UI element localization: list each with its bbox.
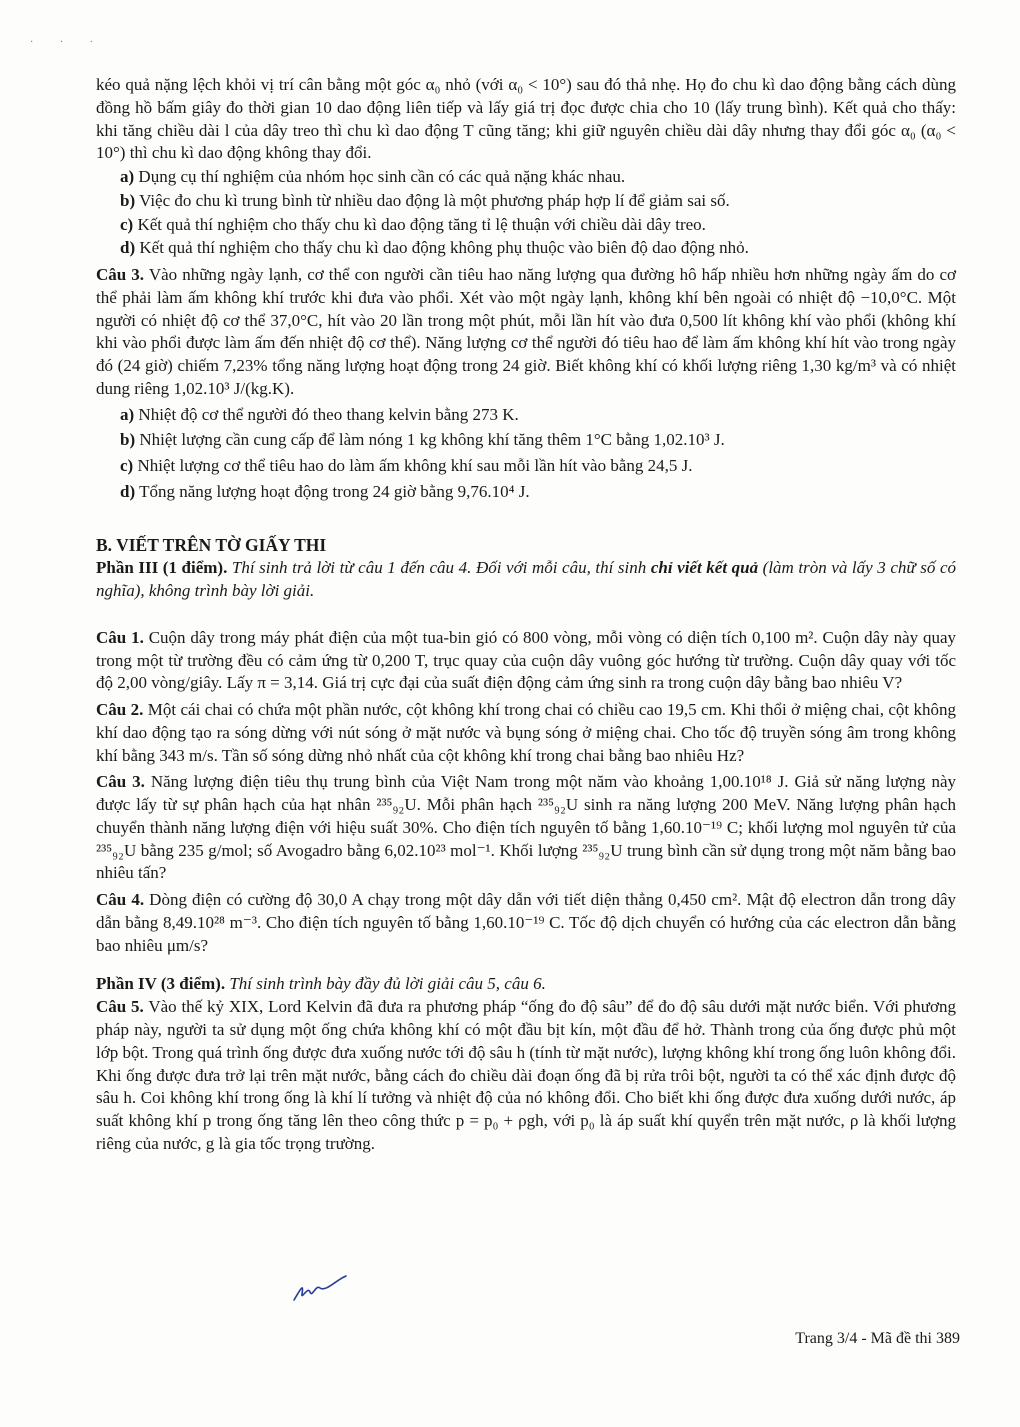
option-item: c) Kết quả thí nghiệm cho thấy chu kì dao động tăng tỉ lệ thuận với chiều dài dây treo.	[120, 214, 706, 234]
part-3-header: Phần III (1 điểm). Thí sinh trả lời từ câu 1 đến câu 4. Đối với mỗi câu, thí sinh chỉ viết kết quả (làm tròn và lấy 3 chữ số có nghĩa), không trình bày lời giải.	[96, 558, 956, 600]
page-content	[96, 74, 956, 1156]
continued-options	[96, 166, 956, 260]
option-item: c) Nhiệt lượng cơ thể tiêu hao do làm ấm không khí sau mỗi lần hít vào bằng 24,5 J.	[120, 456, 693, 476]
option-item: d) Kết quả thí nghiệm cho thấy chu kì dao động không phụ thuộc vào biên độ dao động nhỏ.	[120, 238, 749, 258]
option-item: d) Tổng năng lượng hoạt động trong 24 giờ bằng 9,76.10⁴ J.	[120, 482, 530, 502]
option-item: a) Dụng cụ thí nghiệm của nhóm học sinh cần có các quả nặng khác nhau.	[120, 167, 626, 187]
continued-intro: kéo quả nặng lệch khỏi vị trí cân bằng một góc α₀ nhỏ (với α₀ < 10°) sau đó thả nhẹ. Họ đo chu kì dao động bằng cách dùng đồng hồ bấm giây đo thời gian 10 dao động liên tiếp và lấy giá trị đọc được chia cho 10 (lấy trung bình). Kết quả cho thấy: khi tăng chiều dài l của dây treo thì chu kì dao động T cũng tăng; khi giữ nguyên chiều dài dây nhưng thay đổi góc α₀ (α₀ < 10°) thì chu kì dao động không thay đổi.	[96, 75, 956, 163]
scan-marks: · · ·	[30, 37, 105, 48]
option-item: b) Nhiệt lượng cần cung cấp để làm nóng 1 kg không khí tăng thêm 1°C bằng 1,02.10³ J.	[120, 430, 725, 450]
handwritten-signature-icon	[290, 1272, 350, 1306]
part3-question-3: Câu 3. Năng lượng điện tiêu thụ trung bình của Việt Nam trong một năm vào khoảng 1,00.10¹⁸ J. Giả sử năng lượng này được lấy từ sự phân hạch của hạt nhân ²³⁵₉₂U. Mỗi phân hạch ²³⁵₉₂U sinh ra năng lượng 200 MeV. Năng lượng phân hạch chuyển thành năng lượng điện với hiệu suất 30%. Cho điện tích nguyên tố bằng 1,60.10⁻¹⁹ C; khối lượng mol nguyên tử của ²³⁵₉₂U bằng 235 g/mol; số Avogadro bằng 6,02.10²³ mol⁻¹. Khối lượng ²³⁵₉₂U trung bình cần sử dụng trong một năm bằng bao nhiêu tấn?	[96, 772, 957, 883]
part4-question-5: Câu 5. Vào thế kỷ XIX, Lord Kelvin đã đưa ra phương pháp “ống đo độ sâu” để đo độ sâu dưới mặt nước biển. Với phương pháp này, người ta sử dụng một ống chứa không khí có một đầu bịt kín, một đầu để hở. Thành trong của ống được phủ một lớp bột. Trong quá trình ống được đưa xuống nước tới độ sâu h (tính từ mặt nước), lượng không khí trong ống luôn không đổi. Khi ống được đưa trở lại trên mặt nước, bằng cách đo chiều dài đoạn ống đã bị rửa trôi bột, người ta có thể xác định được độ sâu h. Coi không khí trong ống là khí lí tưởng và nhiệt độ của nó không đổi. Cho biết khi ống được đưa xuống dưới nước, áp suất không khí p trong ống tăng lên theo công thức p = p₀ + ρgh, với p₀ là áp suất khí quyển trên mặt nước, ρ là khối lượng riêng của nước, g là gia tốc trọng trường.	[96, 997, 957, 1153]
question-3-part2: Câu 3. Vào những ngày lạnh, cơ thể con người cần tiêu hao năng lượng qua đường hô hấp nhiều hơn những ngày ấm do cơ thể phải làm ấm không khí trước khi đưa vào phổi. Xét vào một ngày lạnh, không khí bên ngoài có nhiệt độ −10,0°C. Một người có nhiệt độ cơ thể 37,0°C, hít vào 20 lần trong một phút, mỗi lần hít vào đưa 0,500 lít không khí vào phổi (không khí khi vào phổi được làm ấm đến nhiệt độ cơ thể). Năng lượng cơ thể người đó tiêu hao để làm ấm không khí hít vào trong ngày đó (24 giờ) chiếm 7,23% tổng năng lượng hoạt động trong 24 giờ. Biết không khí có khối lượng riêng 1,30 kg/m³ và có nhiệt dung riêng 1,02.10³ J/(kg.K).	[96, 265, 957, 398]
part3-question-1: Câu 1. Cuộn dây trong máy phát điện của một tua-bin gió có 800 vòng, mỗi vòng có diện tích 0,100 m². Cuộn dây này quay trong một từ trường đều có cảm ứng từ 0,200 T, trục quay của cuộn dây vuông góc hướng từ trường. Cuộn dây quay với tốc độ 2,00 vòng/giây. Lấy π = 3,14. Giá trị cực đại của suất điện động cảm ứng sinh ra trong cuộn dây bằng bao nhiêu V?	[96, 627, 957, 693]
part3-question-4: Câu 4. Dòng điện có cường độ 30,0 A chạy trong một dây dẫn với tiết diện thẳng 0,450 cm². Mật độ electron dẫn trong dây dẫn bằng 8,49.10²⁸ m⁻³. Cho điện tích nguyên tố bằng 1,60.10⁻¹⁹ C. Tốc độ dịch chuyển có hướng của các electron dẫn bằng bao nhiêu μm/s?	[96, 890, 957, 955]
option-item: a) Nhiệt độ cơ thể người đó theo thang kelvin bằng 273 K.	[120, 404, 519, 424]
question-3-options	[96, 404, 956, 504]
part-4-header: Phần IV (3 điểm). Thí sinh trình bày đầy đủ lời giải câu 5, câu 6.	[96, 974, 546, 994]
section-b-title: B. VIẾT TRÊN TỜ GIẤY THI	[96, 534, 327, 555]
page-footer: Trang 3/4 - Mã đề thi 389	[795, 1330, 960, 1347]
part3-question-2: Câu 2. Một cái chai có chứa một phần nước, cột không khí trong chai có chiều cao 19,5 cm. Khi thổi ở miệng chai, cột không khí dao động tạo ra sóng dừng với nút sóng ở mặt nước và bụng sóng ở miệng chai. Cho tốc độ truyền sóng âm trong không khí bằng 343 m/s. Tần số sóng dừng nhỏ nhất của cột không khí trong chai bằng bao nhiêu Hz?	[96, 700, 957, 765]
option-item: b) Việc đo chu kì trung bình từ nhiều dao động là một phương pháp hợp lí để giảm sai số.	[120, 190, 730, 210]
